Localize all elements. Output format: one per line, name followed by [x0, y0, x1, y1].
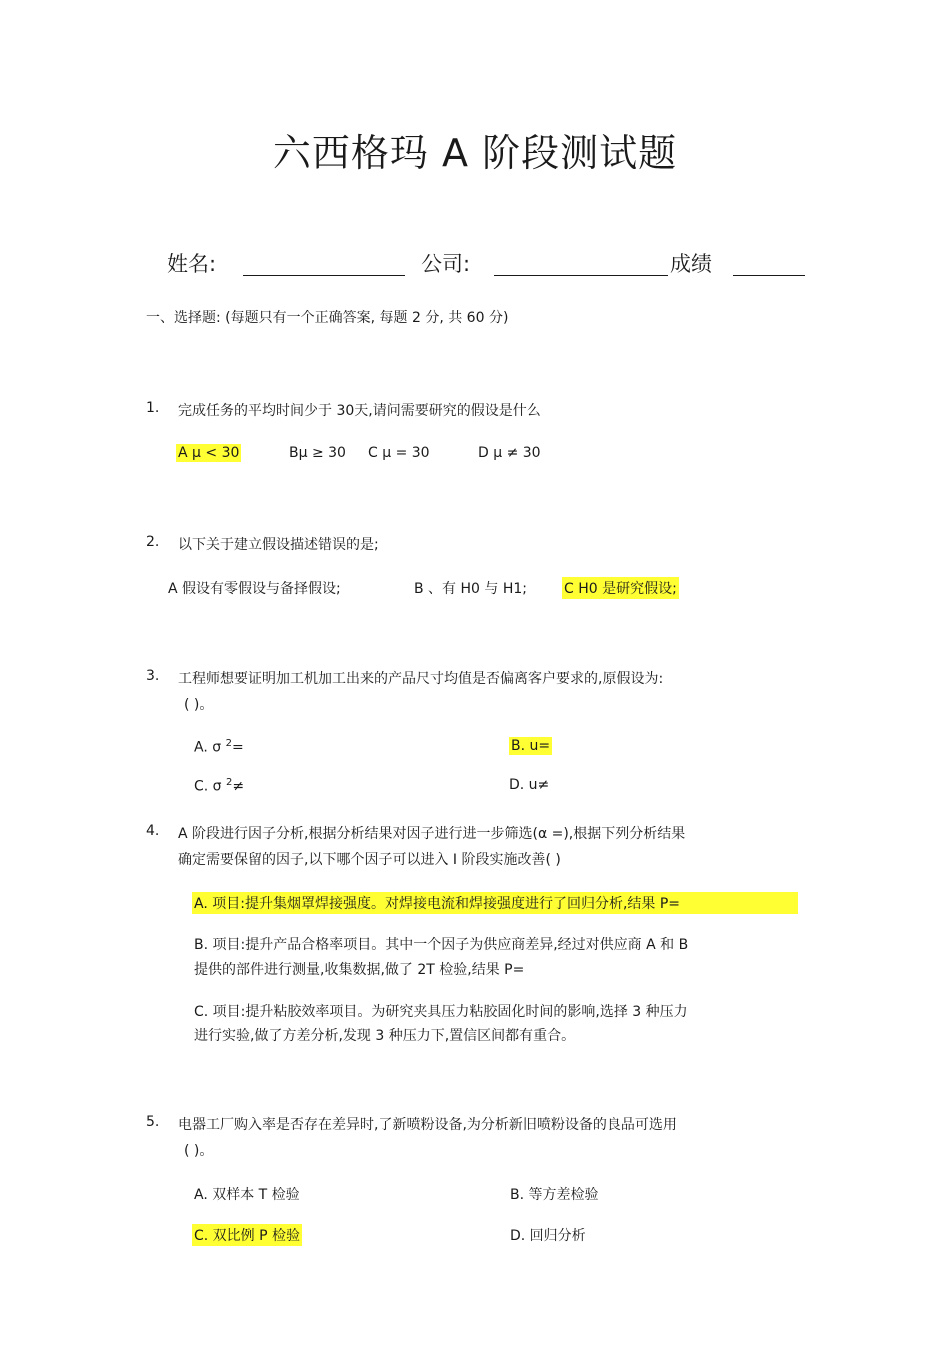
question-text: 以下关于建立假设描述错误的是;: [178, 537, 379, 553]
option-c[interactable]: C. 项目:提升粘胶效率项目。为研究夹具压力粘胶固化时间的影响,选择 3 种压力: [194, 1004, 688, 1020]
question-number: 4.: [146, 823, 160, 839]
option-b-line2: 提供的部件进行测量,收集数据,做了 2T 检验,结果 P=: [194, 962, 525, 978]
name-label: 姓名:: [167, 252, 217, 276]
option-c-correct[interactable]: C. 双比例 P 检验: [192, 1224, 302, 1246]
superscript: 2: [226, 777, 233, 788]
question-text: 完成任务的平均时间少于 30天,请问需要研究的假设是什么: [178, 403, 541, 419]
option-c[interactable]: [194, 777, 244, 795]
option-a-symbol: =: [231, 739, 244, 756]
option-d[interactable]: D. u≠: [509, 777, 550, 793]
question-number: 1.: [146, 400, 160, 416]
option-a[interactable]: A. 双样本 T 检验: [194, 1187, 300, 1203]
question-text-line2: 确定需要保留的因子,以下哪个因子可以进入 I 阶段实施改善( ): [178, 852, 561, 868]
question-number: 5.: [146, 1114, 160, 1130]
option-c-correct[interactable]: C H0 是研究假设;: [562, 577, 679, 599]
option-a[interactable]: [194, 738, 244, 756]
option-a[interactable]: A 假设有零假设与备择假设;: [168, 581, 341, 597]
option-b[interactable]: B 、有 H0 与 H1;: [414, 581, 527, 597]
option-d[interactable]: D. 回归分析: [510, 1228, 586, 1244]
option-a-correct[interactable]: A. 项目:提升集烟罩焊接强度。对焊接电流和焊接强度进行了回归分析,结果 P=: [192, 892, 798, 914]
option-b[interactable]: B. 等方差检验: [510, 1187, 599, 1203]
option-c[interactable]: C μ = 30: [368, 445, 430, 461]
question-text: 电器工厂购入率是否存在差异时,了新喷粉设备,为分析新旧喷粉设备的良品可选用: [178, 1117, 677, 1133]
section-heading: 一、选择题: (每题只有一个正确答案, 每题 2 分, 共 60 分): [146, 310, 509, 326]
option-d[interactable]: D μ ≠ 30: [478, 445, 541, 461]
option-c-text: C. σ: [194, 778, 226, 795]
option-b[interactable]: B. 项目:提升产品合格率项目。其中一个因子为供应商差异,经过对供应商 A 和 B: [194, 937, 689, 953]
option-a-text: A. σ: [194, 739, 226, 756]
page-title: 六西格玛 A 阶段测试题: [272, 131, 678, 175]
name-blank[interactable]: [243, 250, 405, 276]
question-answer-blank: ( )。: [184, 697, 214, 713]
score-blank[interactable]: [733, 250, 805, 276]
question-number: 2.: [146, 534, 160, 550]
question-text: A 阶段进行因子分析,根据分析结果对因子进行进一步筛选(α =),根据下列分析结果: [178, 826, 686, 842]
superscript: 2: [225, 738, 232, 749]
option-a-correct[interactable]: A μ < 30: [178, 445, 240, 461]
option-b[interactable]: Bμ ≥ 30: [289, 445, 346, 461]
company-blank[interactable]: [494, 250, 668, 276]
option-c-line2: 进行实验,做了方差分析,发现 3 种压力下,置信区间都有重合。: [194, 1028, 576, 1044]
question-number: 3.: [146, 668, 160, 684]
question-text: 工程师想要证明加工机加工出来的产品尺寸均值是否偏离客户要求的,原假设为:: [178, 671, 664, 687]
score-label: 成绩: [670, 252, 712, 276]
option-c-symbol: ≠: [232, 778, 245, 795]
question-answer-blank: ( )。: [184, 1143, 214, 1159]
option-b-correct[interactable]: B. u=: [511, 738, 551, 754]
company-label: 公司:: [421, 252, 471, 276]
